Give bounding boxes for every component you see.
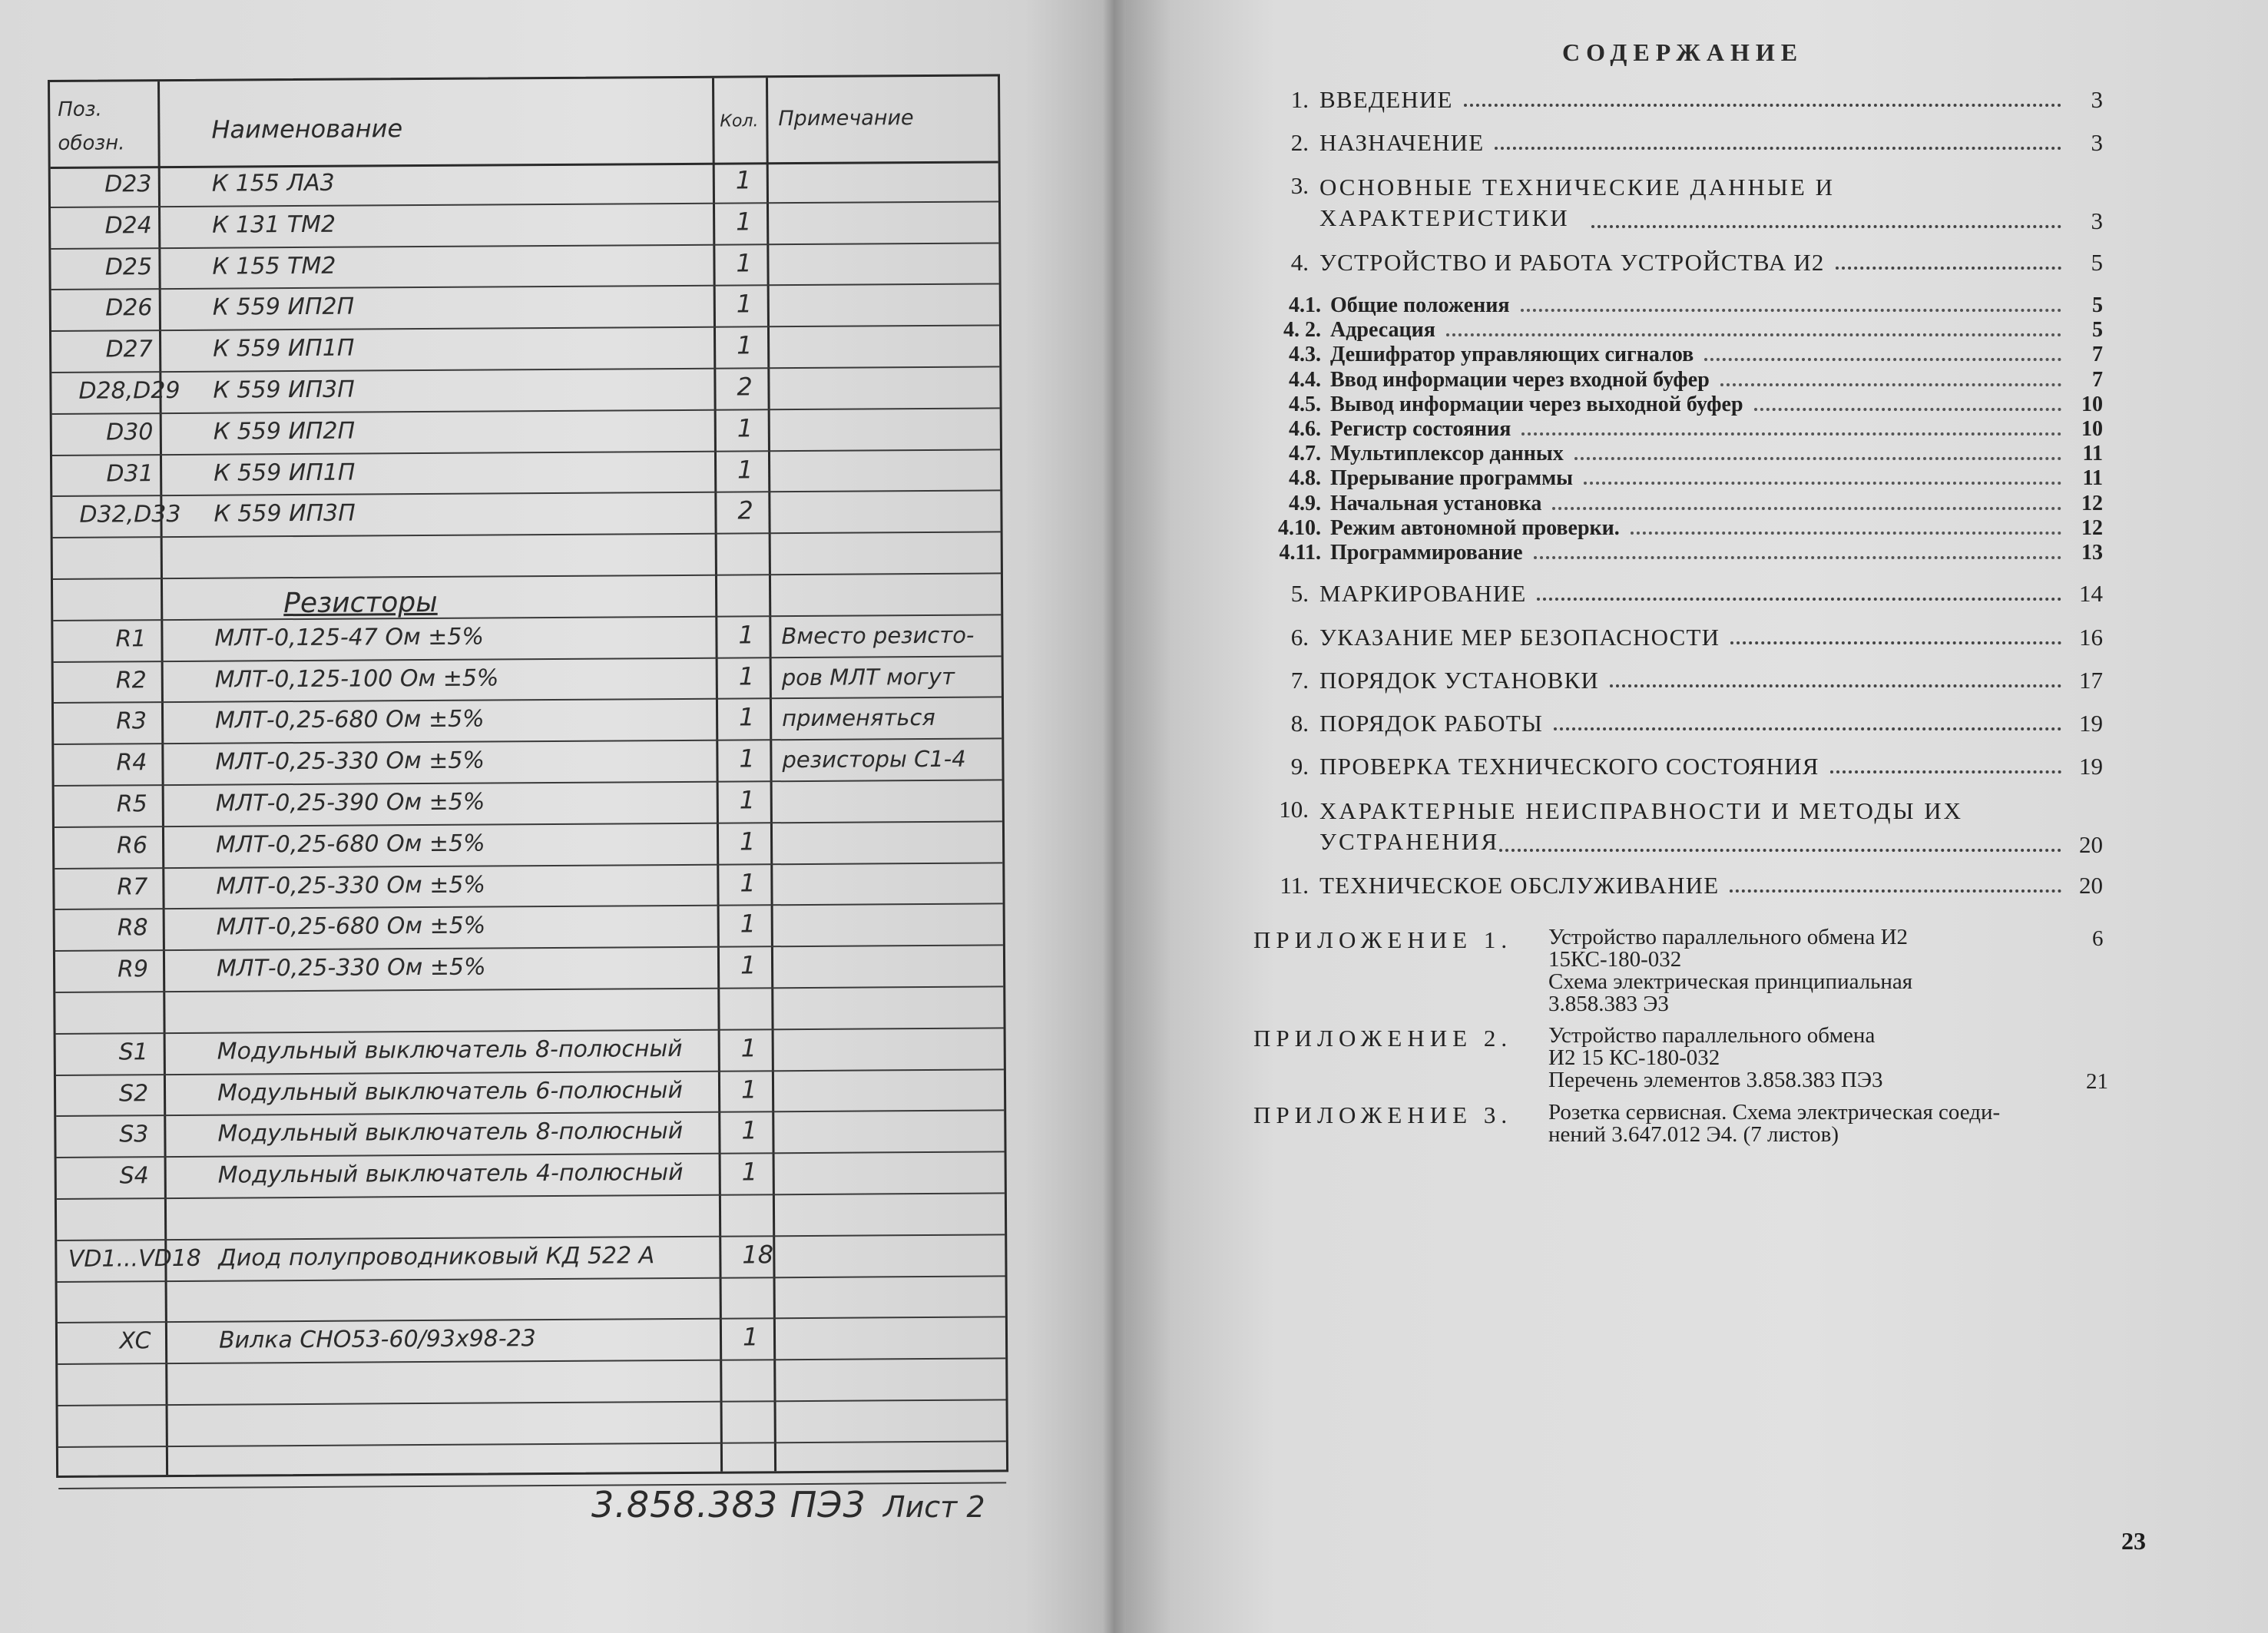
cell-note: резисторы С1-4 xyxy=(782,745,966,773)
appendix-line: нений 3.647.012 Э4. (7 листов) xyxy=(1548,1122,1839,1147)
toc-subentry[interactable] xyxy=(1253,319,2103,342)
dot-leader xyxy=(1521,309,2061,312)
toc-entry[interactable] xyxy=(1269,249,2103,277)
dot-leader xyxy=(1836,267,2061,270)
cell-name: К 559 ИП3П xyxy=(213,376,355,404)
table-row xyxy=(51,285,999,332)
toc-title-text: Начальная установка xyxy=(1330,491,1542,515)
cell-name: К 559 ИП3П xyxy=(214,499,356,528)
cell-pos: S4 xyxy=(119,1162,149,1190)
toc-page: 7 xyxy=(2092,367,2103,392)
dot-leader xyxy=(1537,598,2061,601)
cell-qty: 1 xyxy=(736,289,753,319)
toc-title-text: Общие положения xyxy=(1330,293,1510,317)
toc-title: СОДЕРЖАНИЕ xyxy=(1562,38,1804,66)
section-heading: Резисторы xyxy=(283,586,438,620)
cell-pos: VD1...VD18 xyxy=(68,1244,202,1273)
table-row xyxy=(58,1400,1006,1447)
appendix-line: И2 15 КС-180-032 xyxy=(1548,1045,1720,1070)
toc-page: 10 xyxy=(2081,392,2103,416)
table-row xyxy=(58,1442,1006,1489)
cell-qty: 1 xyxy=(741,1115,757,1145)
table-row xyxy=(55,905,1003,952)
toc-number: 5. xyxy=(1290,580,1309,607)
cell-pos: D23 xyxy=(104,171,152,198)
toc-title-text: ВВЕДЕНИЕ xyxy=(1319,86,1453,113)
cell-qty: 18 xyxy=(742,1239,774,1270)
cell-pos: R8 xyxy=(117,914,148,942)
toc-title-text: ТЕХНИЧЕСКОЕ ОБСЛУЖИВАНИЕ xyxy=(1319,872,1720,899)
toc-title-text: Режим автономной проверки. xyxy=(1330,515,1620,540)
cell-pos xyxy=(63,1451,209,1452)
table-row xyxy=(54,740,1002,787)
dot-leader xyxy=(1464,104,2061,107)
table-row xyxy=(51,326,999,373)
toc-title-text: ХАРАКТЕРНЫЕ НЕИСПРАВНОСТИ И МЕТОДЫ ИХ УСТРАНЕНИЯ xyxy=(1319,797,1964,855)
toc-page: 14 xyxy=(2079,580,2103,607)
cell-pos: D25 xyxy=(104,253,153,281)
table-row xyxy=(52,450,1000,497)
cell-name: МЛТ-0,125-47 Ом ±5% xyxy=(214,623,485,652)
table-row xyxy=(58,1360,1005,1406)
toc-title-text: Программирование xyxy=(1330,541,1523,565)
dot-leader xyxy=(1552,507,2061,510)
appendix-page: 6 xyxy=(2092,926,2104,951)
dot-leader xyxy=(1730,641,2061,644)
cell-qty: 1 xyxy=(740,1033,757,1063)
cell-note: Вместо резисто- xyxy=(781,621,975,649)
toc-number: 4.4. xyxy=(1289,367,1321,392)
toc-number: 10. xyxy=(1279,796,1309,823)
cell-name: Диод полупроводниковый КД 522 А xyxy=(218,1241,655,1272)
toc-number: 9. xyxy=(1290,753,1309,780)
table-row xyxy=(56,1028,1004,1075)
appendix-line: Устройство параллельного обмена И2 xyxy=(1548,925,1909,949)
toc-page: 13 xyxy=(2081,541,2103,565)
appendix-label: ПРИЛОЖЕНИЕ 3. xyxy=(1253,1101,1513,1128)
toc-page: 16 xyxy=(2079,624,2103,651)
toc-page: 17 xyxy=(2079,667,2103,694)
toc-subentry[interactable] xyxy=(1253,542,2103,565)
header-note: Примечание xyxy=(778,106,914,131)
dot-leader xyxy=(1830,770,2061,773)
cell-name: МЛТ-0,25-390 Ом ±5% xyxy=(215,788,485,817)
cell-name: МЛТ-0,25-330 Ом ±5% xyxy=(216,953,486,982)
cell-pos: R7 xyxy=(117,873,148,901)
cell-name: К 559 ИП2П xyxy=(212,293,355,322)
table-row xyxy=(52,492,1000,538)
cell-qty: 1 xyxy=(740,950,757,980)
dot-leader xyxy=(1499,849,2061,852)
dot-leader xyxy=(1754,408,2061,411)
header-position: Поз. обозн. xyxy=(58,98,125,155)
cell-qty: 1 xyxy=(740,909,757,939)
table-row xyxy=(53,574,1001,621)
cell-qty: 1 xyxy=(737,413,753,443)
cell-qty: 1 xyxy=(736,247,752,278)
toc-subentry[interactable] xyxy=(1253,442,2103,465)
cell-qty: 1 xyxy=(738,620,754,650)
toc-page: 3 xyxy=(2091,129,2103,156)
dot-leader xyxy=(1631,532,2061,535)
appendix-line: Розетка сервисная. Схема электрическая соеди- xyxy=(1548,1100,2001,1125)
cell-pos: S1 xyxy=(118,1038,148,1066)
table-header xyxy=(50,76,998,169)
table-row xyxy=(55,780,1002,827)
toc-page: 5 xyxy=(2091,249,2103,276)
toc-page: 7 xyxy=(2092,343,2103,367)
toc-subentry[interactable] xyxy=(1253,393,2103,416)
dot-leader xyxy=(1584,482,2061,485)
appendix-line: 3.858.383 Э3 xyxy=(1548,992,1669,1016)
table-row xyxy=(53,533,1001,580)
table-row xyxy=(54,698,1002,745)
toc-number: 4.5. xyxy=(1289,392,1321,416)
cell-pos: R2 xyxy=(115,666,147,694)
appendix-text xyxy=(1548,926,1912,1015)
toc-page: 11 xyxy=(2082,466,2103,491)
cell-qty: 1 xyxy=(740,867,756,898)
cell-name: МЛТ-0,25-680 Ом ±5% xyxy=(215,830,485,859)
cell-name: Вилка СНО53-60/93х98-23 xyxy=(218,1325,536,1354)
toc-number: 4.11. xyxy=(1279,541,1321,565)
cell-name: К 559 ИП2П xyxy=(213,417,356,446)
toc-entry[interactable] xyxy=(1269,667,2103,694)
dot-leader xyxy=(1730,889,2061,893)
cell-qty: 1 xyxy=(739,826,756,856)
table-row xyxy=(55,822,1002,869)
cell-pos: R6 xyxy=(117,831,148,860)
cell-qty: 1 xyxy=(737,330,753,360)
toc-entry[interactable] xyxy=(1269,86,2103,114)
cell-qty: 1 xyxy=(742,1322,759,1352)
cell-pos: R3 xyxy=(116,707,147,735)
cell-qty: 1 xyxy=(739,744,755,773)
toc-page: 20 xyxy=(2079,872,2103,899)
table-row xyxy=(55,946,1003,993)
cell-pos: S3 xyxy=(119,1121,149,1148)
toc-entry[interactable] xyxy=(1269,872,2103,899)
appendix-line: 15КС-180-032 xyxy=(1548,947,1682,972)
toc-entry[interactable] xyxy=(1269,624,2103,651)
appendix-line: Перечень элементов 3.858.383 ПЭ3 xyxy=(1548,1068,1883,1092)
dot-leader xyxy=(1610,684,2061,687)
cell-name: Модульный выключатель 6-полюсный xyxy=(217,1076,684,1107)
table-row xyxy=(55,987,1003,1034)
toc-title-text: УСТРОЙСТВО И РАБОТА УСТРОЙСТВА И2 xyxy=(1319,249,1825,276)
cell-pos xyxy=(58,542,204,543)
table-row xyxy=(57,1194,1005,1240)
toc-number: 4. xyxy=(1290,249,1309,276)
cell-name: К 559 ИП1П xyxy=(214,459,356,487)
toc-number: 4.7. xyxy=(1289,442,1321,466)
toc-number: 4.6. xyxy=(1289,417,1321,441)
header-quantity: Кол. xyxy=(720,111,759,131)
cell-pos: D30 xyxy=(106,418,154,446)
cell-pos: S2 xyxy=(118,1079,149,1107)
dot-leader xyxy=(1574,457,2061,460)
toc-number: 4.3. xyxy=(1289,343,1321,367)
toc-page: 5 xyxy=(2092,318,2103,343)
toc-page: 12 xyxy=(2081,515,2103,540)
cell-name: К 155 ЛА3 xyxy=(211,169,335,197)
toc-page: 3 xyxy=(2091,207,2103,234)
cell-qty: 1 xyxy=(738,702,755,732)
table-row xyxy=(51,243,998,290)
toc-number: 11. xyxy=(1280,872,1309,899)
table-row xyxy=(56,1070,1004,1117)
page-number: 23 xyxy=(2121,1527,2146,1555)
cell-pos: D31 xyxy=(106,459,154,488)
cell-pos: R5 xyxy=(116,790,147,818)
toc-entry[interactable] xyxy=(1269,796,2103,859)
toc-subentry[interactable] xyxy=(1253,343,2103,366)
cell-name: Модульный выключатель 8-полюсный xyxy=(217,1035,683,1065)
cell-pos: D24 xyxy=(104,211,152,240)
dot-leader xyxy=(1446,333,2061,336)
cell-qty: 2 xyxy=(737,372,753,402)
toc-number: 2. xyxy=(1290,129,1309,156)
appendix-text xyxy=(1548,1025,1883,1091)
cell-name: МЛТ-0,25-680 Ом ±5% xyxy=(214,705,485,735)
cell-note: ров МЛТ могут xyxy=(781,663,955,691)
toc-title-text: Регистр состояния xyxy=(1330,417,1511,441)
cell-qty: 2 xyxy=(737,495,753,525)
toc-title-text: ПОРЯДОК РАБОТЫ xyxy=(1319,710,1544,737)
cell-name: МЛТ-0,25-330 Ом ±5% xyxy=(215,747,485,776)
cell-name: МЛТ-0,25-680 Ом ±5% xyxy=(216,912,486,942)
cell-qty: 1 xyxy=(740,1074,757,1105)
toc-number: 3. xyxy=(1290,172,1309,199)
dot-leader xyxy=(1591,225,2061,228)
toc-entry[interactable] xyxy=(1269,172,2103,235)
toc-subentry[interactable] xyxy=(1253,369,2103,392)
cell-pos: R1 xyxy=(115,624,147,653)
table-row xyxy=(51,161,998,207)
toc-page: 19 xyxy=(2079,753,2103,780)
cell-note: применяться xyxy=(781,704,935,732)
document-number: 3.858.383 ПЭ3 xyxy=(591,1484,866,1525)
book-spine xyxy=(1103,0,1126,1633)
toc-subentry[interactable] xyxy=(1253,467,2103,490)
toc-title-text: Прерывание программы xyxy=(1330,466,1574,491)
toc-title-text: Дешифратор управляющих сигналов xyxy=(1330,343,1694,367)
cell-pos xyxy=(63,1410,209,1411)
table-row xyxy=(52,409,1000,455)
toc-number: 4.8. xyxy=(1289,466,1321,491)
table-row xyxy=(51,202,998,249)
appendix-label: ПРИЛОЖЕНИЕ 1. xyxy=(1253,926,1513,953)
toc-page: 5 xyxy=(2092,293,2103,317)
cell-qty: 1 xyxy=(738,661,755,691)
toc-page: 19 xyxy=(2079,710,2103,737)
cell-pos xyxy=(60,997,206,998)
cell-pos xyxy=(62,1369,208,1370)
cell-qty: 1 xyxy=(741,1157,758,1187)
table-row xyxy=(57,1235,1005,1282)
toc-number: 6. xyxy=(1290,624,1309,651)
cell-name: К 131 ТМ2 xyxy=(212,210,336,239)
header-name: Наименование xyxy=(211,114,403,144)
toc-number: 4.10. xyxy=(1278,515,1321,540)
appendix-label: ПРИЛОЖЕНИЕ 2. xyxy=(1253,1025,1513,1052)
table-row xyxy=(58,1318,1005,1365)
appendix-text xyxy=(1548,1101,2000,1146)
toc-number: 4. 2. xyxy=(1283,318,1321,343)
cell-name: К 155 ТМ2 xyxy=(212,252,336,280)
dot-leader xyxy=(1521,432,2061,436)
cell-name: К 559 ИП1П xyxy=(213,334,355,363)
table-row xyxy=(58,1277,1005,1323)
table-row xyxy=(55,863,1002,910)
toc-title-text: ОСНОВНЫЕ ТЕХНИЧЕСКИЕ ДАННЫЕ И ХАРАКТЕРИСТИКИ xyxy=(1319,174,1835,231)
cell-pos xyxy=(62,1286,208,1287)
cell-name: МЛТ-0,25-330 Ом ±5% xyxy=(216,871,486,900)
cell-qty: 1 xyxy=(736,207,752,237)
toc-entry[interactable] xyxy=(1269,580,2103,608)
toc-number: 4.9. xyxy=(1289,491,1321,515)
toc-number: 8. xyxy=(1290,710,1309,737)
toc-page: 10 xyxy=(2081,417,2103,441)
cell-pos: D28,D29 xyxy=(78,376,180,405)
cell-pos: D26 xyxy=(105,294,153,322)
toc-entry[interactable] xyxy=(1269,129,2103,157)
toc-title-text: Ввод информации через входной буфер xyxy=(1330,367,1710,392)
cell-name: МЛТ-0,125-100 Ом ±5% xyxy=(214,664,499,694)
toc-subentry[interactable] xyxy=(1253,492,2103,515)
toc-number: 1. xyxy=(1290,86,1309,113)
cell-name: Модульный выключатель 4-полюсный xyxy=(217,1159,684,1189)
cell-pos: D27 xyxy=(105,336,153,363)
sheet-label: Лист 2 xyxy=(883,1490,985,1524)
toc-entry[interactable] xyxy=(1269,753,2103,780)
appendix-page: 21 xyxy=(2086,1069,2108,1094)
table-row xyxy=(57,1153,1005,1200)
toc-subentry[interactable] xyxy=(1253,517,2103,540)
toc-page: 12 xyxy=(2081,491,2103,515)
appendix-line: Устройство параллельного обмена xyxy=(1548,1023,1876,1048)
dot-leader xyxy=(1704,358,2061,361)
toc-title-text: ПОРЯДОК УСТАНОВКИ xyxy=(1319,667,1600,694)
toc-page: 11 xyxy=(2082,442,2103,466)
toc-number: 7. xyxy=(1290,667,1309,694)
dot-leader xyxy=(1495,147,2061,150)
cell-qty: 1 xyxy=(737,454,753,485)
table-row xyxy=(54,657,1002,704)
parts-list-table xyxy=(48,74,1008,1478)
cell-qty: 1 xyxy=(739,785,756,815)
dot-leader xyxy=(1534,556,2061,559)
table-row xyxy=(53,615,1001,662)
cell-pos: D32,D33 xyxy=(79,501,181,529)
toc-number: 4.1. xyxy=(1289,293,1321,317)
cell-name: Модульный выключатель 8-полюсный xyxy=(217,1118,684,1148)
table-row xyxy=(51,367,999,414)
cell-pos: XC xyxy=(119,1327,151,1355)
toc-subentry[interactable] xyxy=(1253,418,2103,441)
toc-page: 20 xyxy=(2079,831,2103,858)
cell-qty: 1 xyxy=(735,165,752,195)
toc-page: 3 xyxy=(2091,86,2103,113)
toc-title-text: Адресация xyxy=(1330,318,1435,343)
cell-pos: R4 xyxy=(116,749,147,777)
toc-title-text: МАРКИРОВАНИЕ xyxy=(1319,580,1527,607)
dot-leader xyxy=(1720,383,2061,386)
toc-title-text: НАЗНАЧЕНИЕ xyxy=(1319,129,1485,156)
toc-title-text: Вывод информации через выходной буфер xyxy=(1330,392,1743,416)
toc-subentry[interactable] xyxy=(1253,294,2103,317)
toc-title-text: Мультиплексор данных xyxy=(1330,442,1564,466)
table-body xyxy=(51,161,1006,1489)
toc-title-text: УКАЗАНИЕ МЕР БЕЗОПАСНОСТИ xyxy=(1319,624,1720,651)
toc-title-text: ПРОВЕРКА ТЕХНИЧЕСКОГО СОСТОЯНИЯ xyxy=(1319,753,1819,780)
table-row xyxy=(56,1111,1004,1158)
cell-pos: R9 xyxy=(118,956,149,983)
dot-leader xyxy=(1554,727,2061,730)
appendix-line: Схема электрическая принципиальная xyxy=(1548,969,1913,994)
toc-entry[interactable] xyxy=(1269,710,2103,737)
